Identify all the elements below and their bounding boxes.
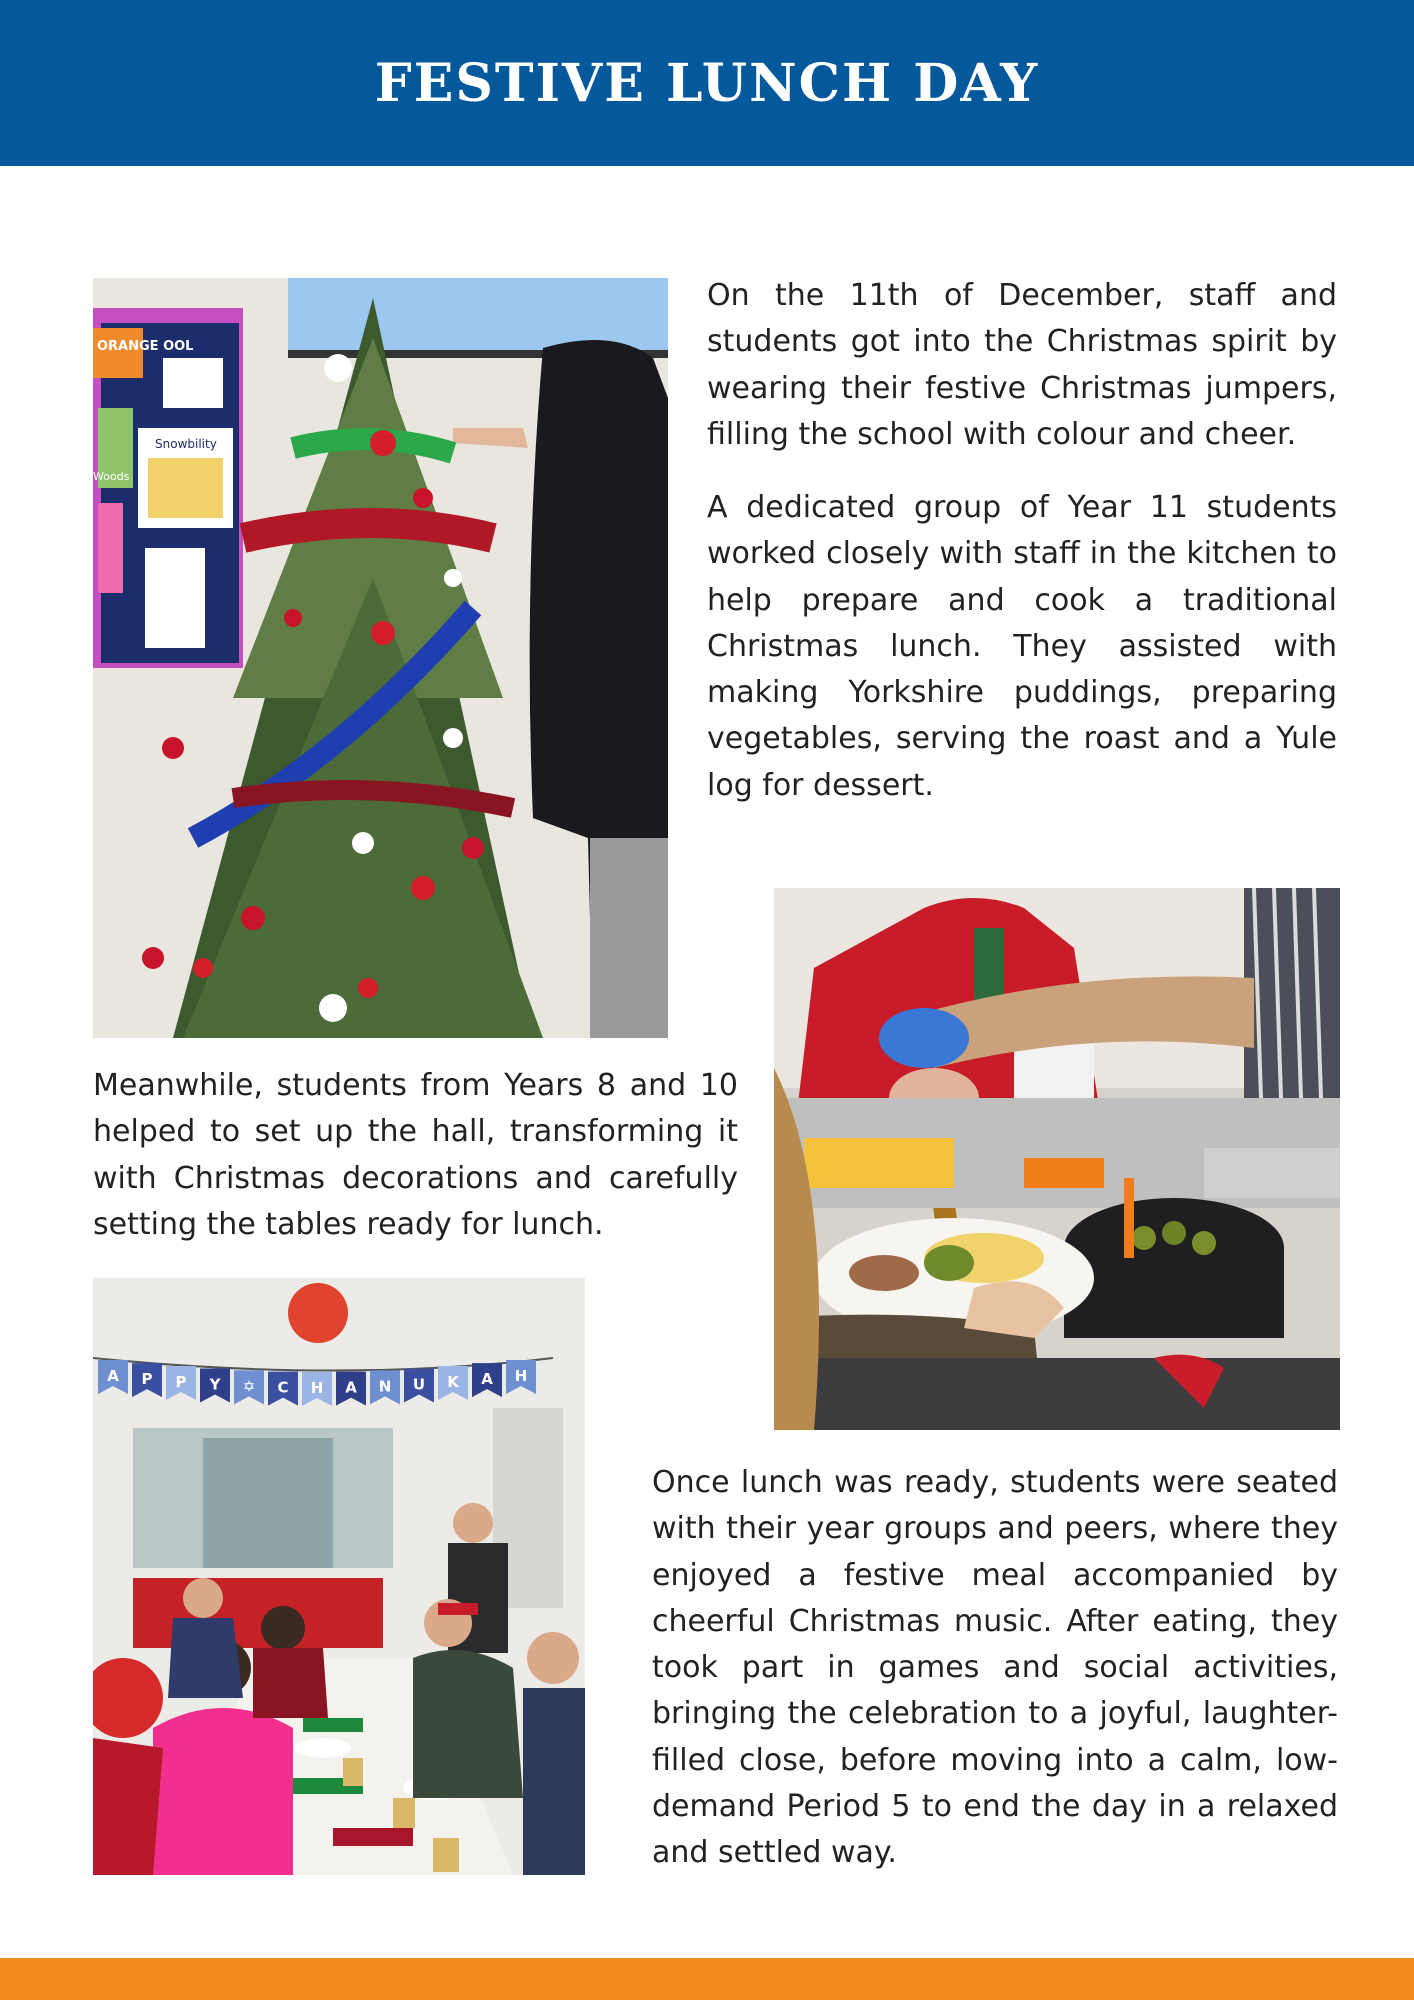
- page-title: FESTIVE LUNCH DAY: [374, 52, 1040, 114]
- banner-letter: A: [107, 1367, 119, 1385]
- banner-letter: P: [175, 1373, 187, 1391]
- serving-lunch-photo: [774, 888, 1340, 1430]
- christmas-tree-photo: [93, 278, 668, 1038]
- paragraph-christmas-jumpers: On the 11th of December, staff and students got into the Christmas spirit by wearing their festive Christmas jumpers, filling the school with colour and cheer.: [707, 278, 1337, 452]
- banner-letter: K: [447, 1373, 459, 1391]
- board-woods-text: Woods: [93, 470, 130, 483]
- banner-letter: P: [141, 1370, 153, 1389]
- hall-lunch-photo: [93, 1278, 585, 1875]
- banner-letter: C: [277, 1378, 289, 1397]
- banner-letter: N: [378, 1377, 392, 1396]
- banner-letter: H: [514, 1367, 528, 1385]
- board-text: ORANGE OOL: [97, 339, 194, 354]
- paragraph-kitchen: A dedicated group of Year 11 students worked closely with staff in the kitchen to help prepare and cook a traditional Christmas lunch. They assisted with making Yorkshire puddings, preparing vegetables, serving the roast and a Yule log for dessert.: [707, 490, 1337, 803]
- banner-letter: Y: [209, 1375, 221, 1394]
- banner-letter: H: [310, 1379, 324, 1397]
- banner-letter: A: [345, 1378, 357, 1397]
- board-card-text: Snowbility: [155, 437, 217, 451]
- banner-letter: ✡: [242, 1377, 256, 1396]
- banner-letter: U: [412, 1375, 426, 1394]
- paragraph-hall-setup: Meanwhile, students from Years 8 and 10 helped to set up the hall, transforming it with Christmas decorations and carefully setting the tables ready for lunch.: [93, 1068, 738, 1242]
- paragraph-lunch-celebration: Once lunch was ready, students were seated with their year groups and peers, where they enjoyed a festive meal accompanied by cheerful Christmas music. After eating, they took part in games and social activities, bringing the celebration to a joyful, laughter-filled close, before moving into a calm, low-demand Period 5 to end the day in a relaxed and settled way.: [652, 1465, 1338, 1871]
- banner-letter: A: [481, 1370, 493, 1389]
- page-footer-bar: [0, 1958, 1414, 2000]
- page-header: [0, 0, 1414, 166]
